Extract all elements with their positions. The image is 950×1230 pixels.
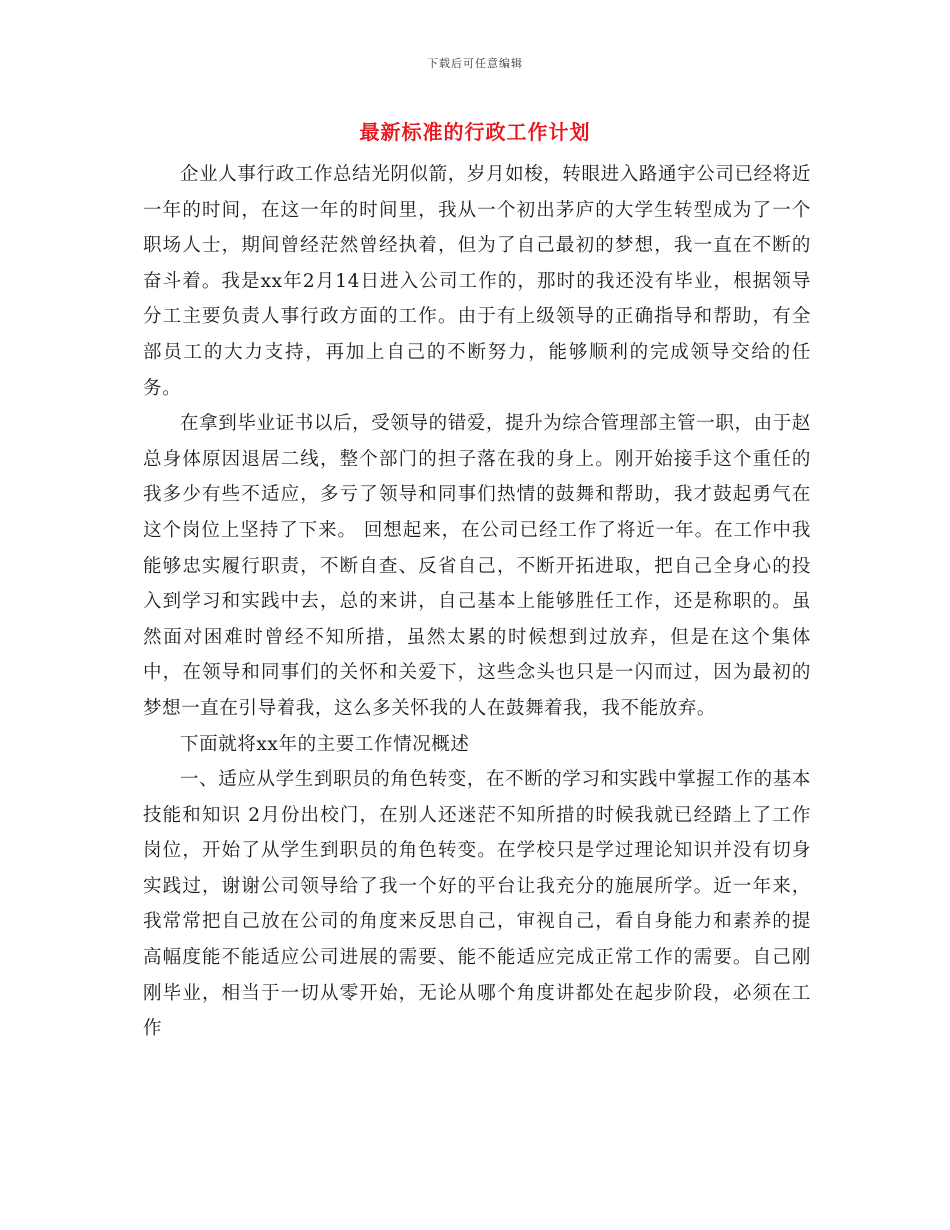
- paragraph-promotion: 在拿到毕业证书以后，受领导的错爱，提升为综合管理部主管一职，由于赵总身体原因退居二线，整个部门的担子落在我的身上。刚开始接手这个重任的我多少有些不适应，多亏了领导和同事们热情的鼓舞和帮助，我才鼓起勇气在这个岗位上坚持了下来。 回想起来，在公司已经工作了将近一年。在工作中我能够忠实履行职责，不断自查、反省自己，不断开拓进取，把自己全身心的投入到学习和实践中去，总的来讲，自己基本上能够胜任工作，还是称职的。虽然面对困难时曾经不知所措，虽然太累的时候想到过放弃，但是在这个集体中，在领导和同事们的关怀和关爱下，这些念头也只是一闪而过，因为最初的梦想一直在引导着我，这么多关怀我的人在鼓舞着我，我不能放弃。: [143, 413, 811, 719]
- paragraph-section-one: 一、适应从学生到职员的角色转变，在不断的学习和实践中掌握工作的基本技能和知识 2月份出校门，在别人还迷茫不知所措的时候我就已经踏上了工作岗位，开始了从学生到职员的角色转变。在学校只是学过理论知识并没有切身实践过，谢谢公司领导给了我一个好的平台让我充分的施展所学。近一年来，我常常把自己放在公司的角度来反思自己，审视自己，看自身能力和素养的提高幅度能不能适应公司进展的需要、能不能适应完成正常工作的需要。自己刚刚毕业，相当于一切从零开始，无论从哪个角度讲都处在起步阶段，必须在工作: [143, 769, 811, 1040]
- document-body: [143, 157, 811, 1047]
- paragraph-overview-heading: 下面就将xx年的主要工作情况概述: [180, 733, 470, 755]
- header-note: 下载后可任意编辑: [427, 57, 523, 70]
- document-title: 最新标准的行政工作计划: [359, 120, 591, 144]
- paragraph-intro: 企业人事行政工作总结光阴似箭，岁月如梭，转眼进入路通宇公司已经将近一年的时间，在这一年的时间里，我从一个初出茅庐的大学生转型成为了一个职场人士，期间曾经茫然曾经执着，但为了自己最初的梦想，我一直在不断的奋斗着。我是xx年2月14日进入公司工作的，那时的我还没有毕业，根据领导分工主要负责人事行政方面的工作。由于有上级领导的正确指导和帮助，有全部员工的大力支持，再加上自己的不断努力，能够顺利的完成领导交给的任务。: [143, 164, 811, 399]
